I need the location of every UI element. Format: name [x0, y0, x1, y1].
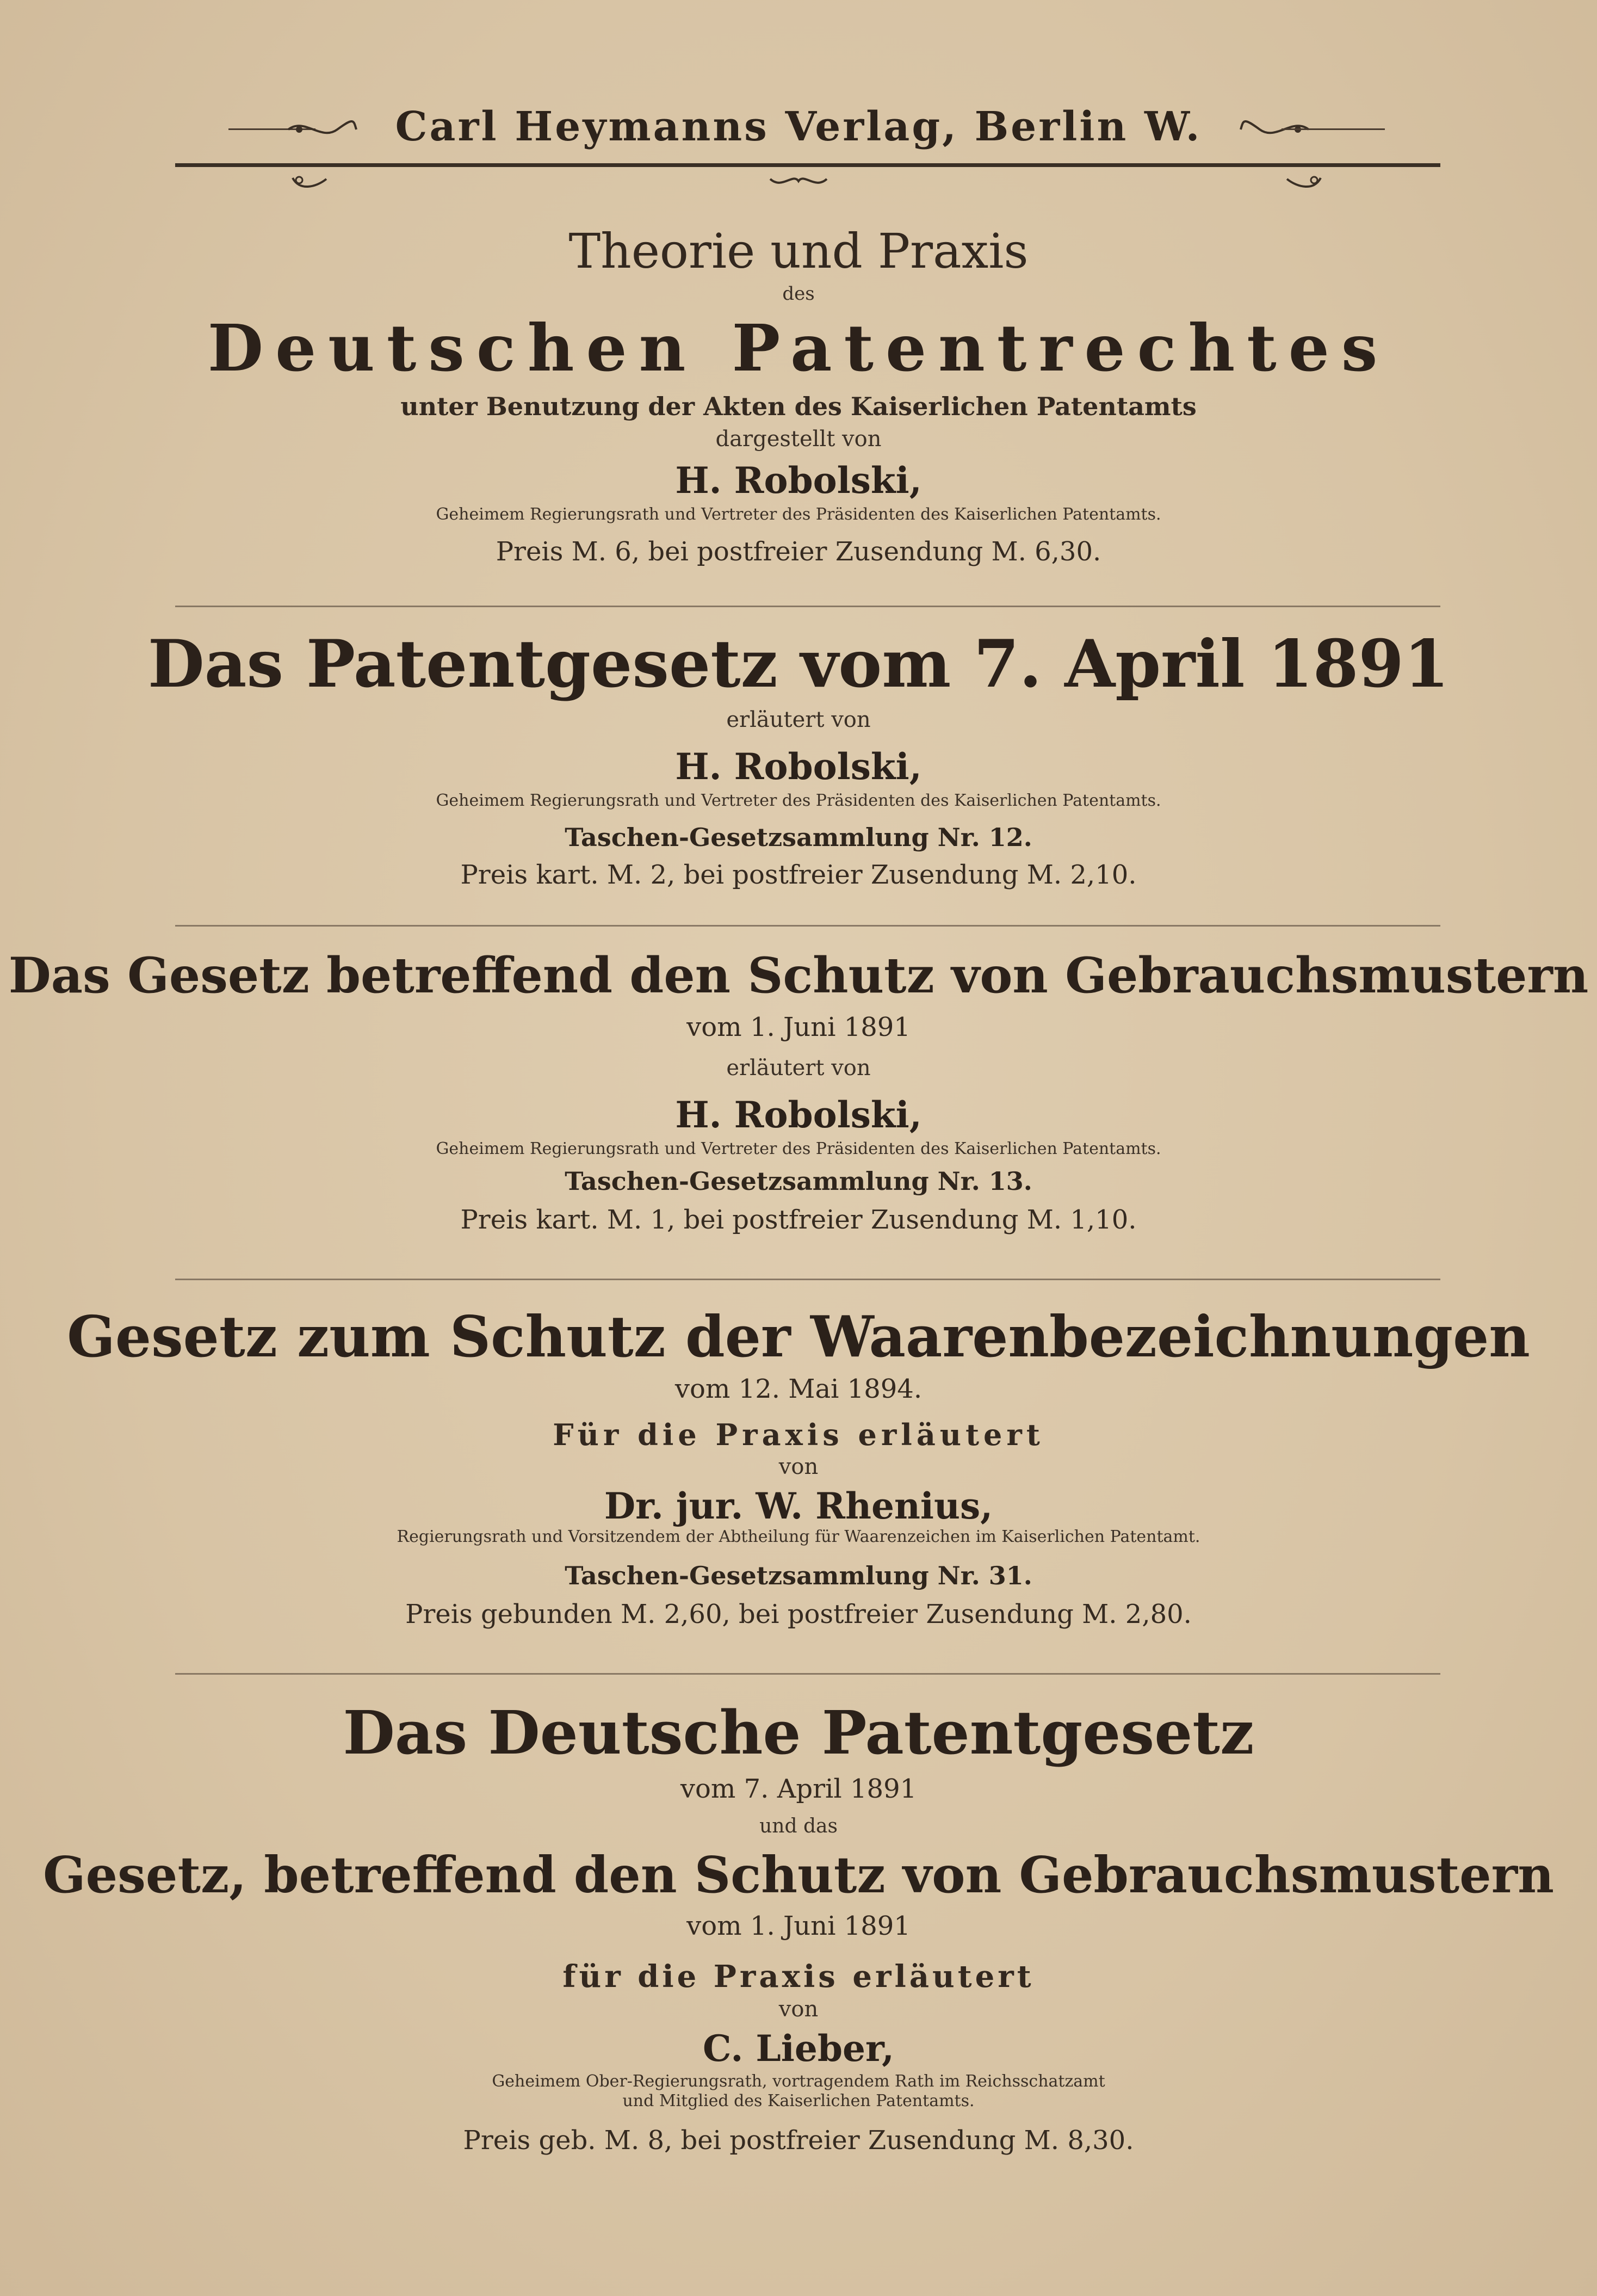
book1-title-line1: Theorie und Praxis [568, 223, 1029, 279]
separator-2 [175, 925, 1440, 927]
book2-listing [0, 626, 1597, 890]
book4-price: Preis gebunden M. 2,60, bei postfreier Zusendung M. 2,80. [405, 1599, 1192, 1630]
book2-series: Taschen-Gesetzsammlung Nr. 12. [565, 823, 1032, 852]
book5-listing [0, 1698, 1597, 2156]
book4-author-role: Regierungsrath und Vorsitzendem der Abtheilung für Waarenzeichen im Kaiserlichen Patentamt. [397, 1527, 1200, 1546]
book3-title: Das Gesetz betreffend den Schutz von Gebrauchsmustern [8, 947, 1589, 1004]
book1-presented-by: dargestellt von [715, 427, 882, 452]
book1-title-main: Deutschen Patentrechtes [207, 310, 1390, 386]
book5-author: C. Lieber, [703, 2027, 894, 2070]
book5-and-the: und das [759, 1815, 838, 1837]
book5-author-role-line2: und Mitglied des Kaiserlichen Patentamts. [622, 2091, 975, 2110]
book5-for-practice: für die Praxis erläutert [562, 1959, 1035, 1995]
book1-listing [0, 223, 1597, 567]
book5-author-role-line1: Geheimem Ober-Regierungsrath, vortragendem Rath im Reichsschatzamt [492, 2072, 1105, 2091]
book5-von: von [778, 1997, 819, 2022]
book4-date: vom 12. Mai 1894. [674, 1374, 923, 1404]
book4-title: Gesetz zum Schutz der Waarenbezeichnungen [67, 1303, 1530, 1370]
publisher-header [0, 98, 1597, 207]
book1-author-role: Geheimem Regierungsrath und Vertreter des Präsidenten des Kaiserlichen Patentamts. [436, 505, 1161, 524]
corner-scroll-right-icon [1282, 171, 1325, 193]
center-scroll-icon [766, 171, 831, 191]
book4-series: Taschen-Gesetzsammlung Nr. 31. [565, 1561, 1032, 1590]
book5-title2: Gesetz, betreffend den Schutz von Gebrauchsmustern [43, 1846, 1554, 1904]
book4-for-practice: Für die Praxis erläutert [553, 1417, 1044, 1452]
book2-author-role: Geheimem Regierungsrath und Vertreter des Präsidenten des Kaiserlichen Patentamts. [436, 791, 1161, 810]
book2-author: H. Robolski, [675, 745, 922, 788]
header-rule [175, 163, 1440, 167]
header-rule-right [1282, 128, 1385, 130]
book3-author: H. Robolski, [675, 1094, 922, 1136]
separator-3 [175, 1279, 1440, 1280]
book5-date2: vom 1. Juni 1891 [686, 1911, 911, 1941]
book2-title: Das Patentgesetz vom 7. April 1891 [147, 626, 1450, 702]
book4-listing [0, 1303, 1597, 1630]
book1-author: H. Robolski, [675, 459, 922, 502]
book1-price: Preis M. 6, bei postfreier Zusendung M. 6,30. [496, 536, 1101, 567]
book5-price: Preis geb. M. 8, bei postfreier Zusendung M. 8,30. [463, 2125, 1134, 2156]
separator-1 [175, 606, 1440, 607]
book3-author-role: Geheimem Regierungsrath und Vertreter des Präsidenten des Kaiserlichen Patentamts. [436, 1139, 1161, 1158]
separator-4 [175, 1673, 1440, 1675]
book1-subtitle: unter Benutzung der Akten des Kaiserlichen Patentamts [400, 392, 1197, 421]
book5-title: Das Deutsche Patentgesetz [343, 1698, 1254, 1768]
book3-explained-by: erläutert von [726, 1056, 871, 1081]
book4-author: Dr. jur. W. Rhenius, [604, 1485, 993, 1527]
book1-des: des [782, 283, 815, 305]
book2-explained-by: erläutert von [726, 707, 871, 732]
publisher-name: Carl Heymanns Verlag, Berlin W. [395, 103, 1202, 150]
book5-date: vom 7. April 1891 [680, 1774, 917, 1804]
corner-scroll-left-icon [288, 171, 332, 193]
book3-series: Taschen-Gesetzsammlung Nr. 13. [565, 1166, 1032, 1196]
book3-listing [0, 947, 1597, 1235]
book4-von: von [778, 1454, 819, 1479]
book3-date: vom 1. Juni 1891 [686, 1012, 911, 1042]
book3-price: Preis kart. M. 1, bei postfreier Zusendung M. 1,10. [460, 1205, 1137, 1235]
book2-price: Preis kart. M. 2, bei postfreier Zusendung M. 2,10. [460, 860, 1137, 890]
